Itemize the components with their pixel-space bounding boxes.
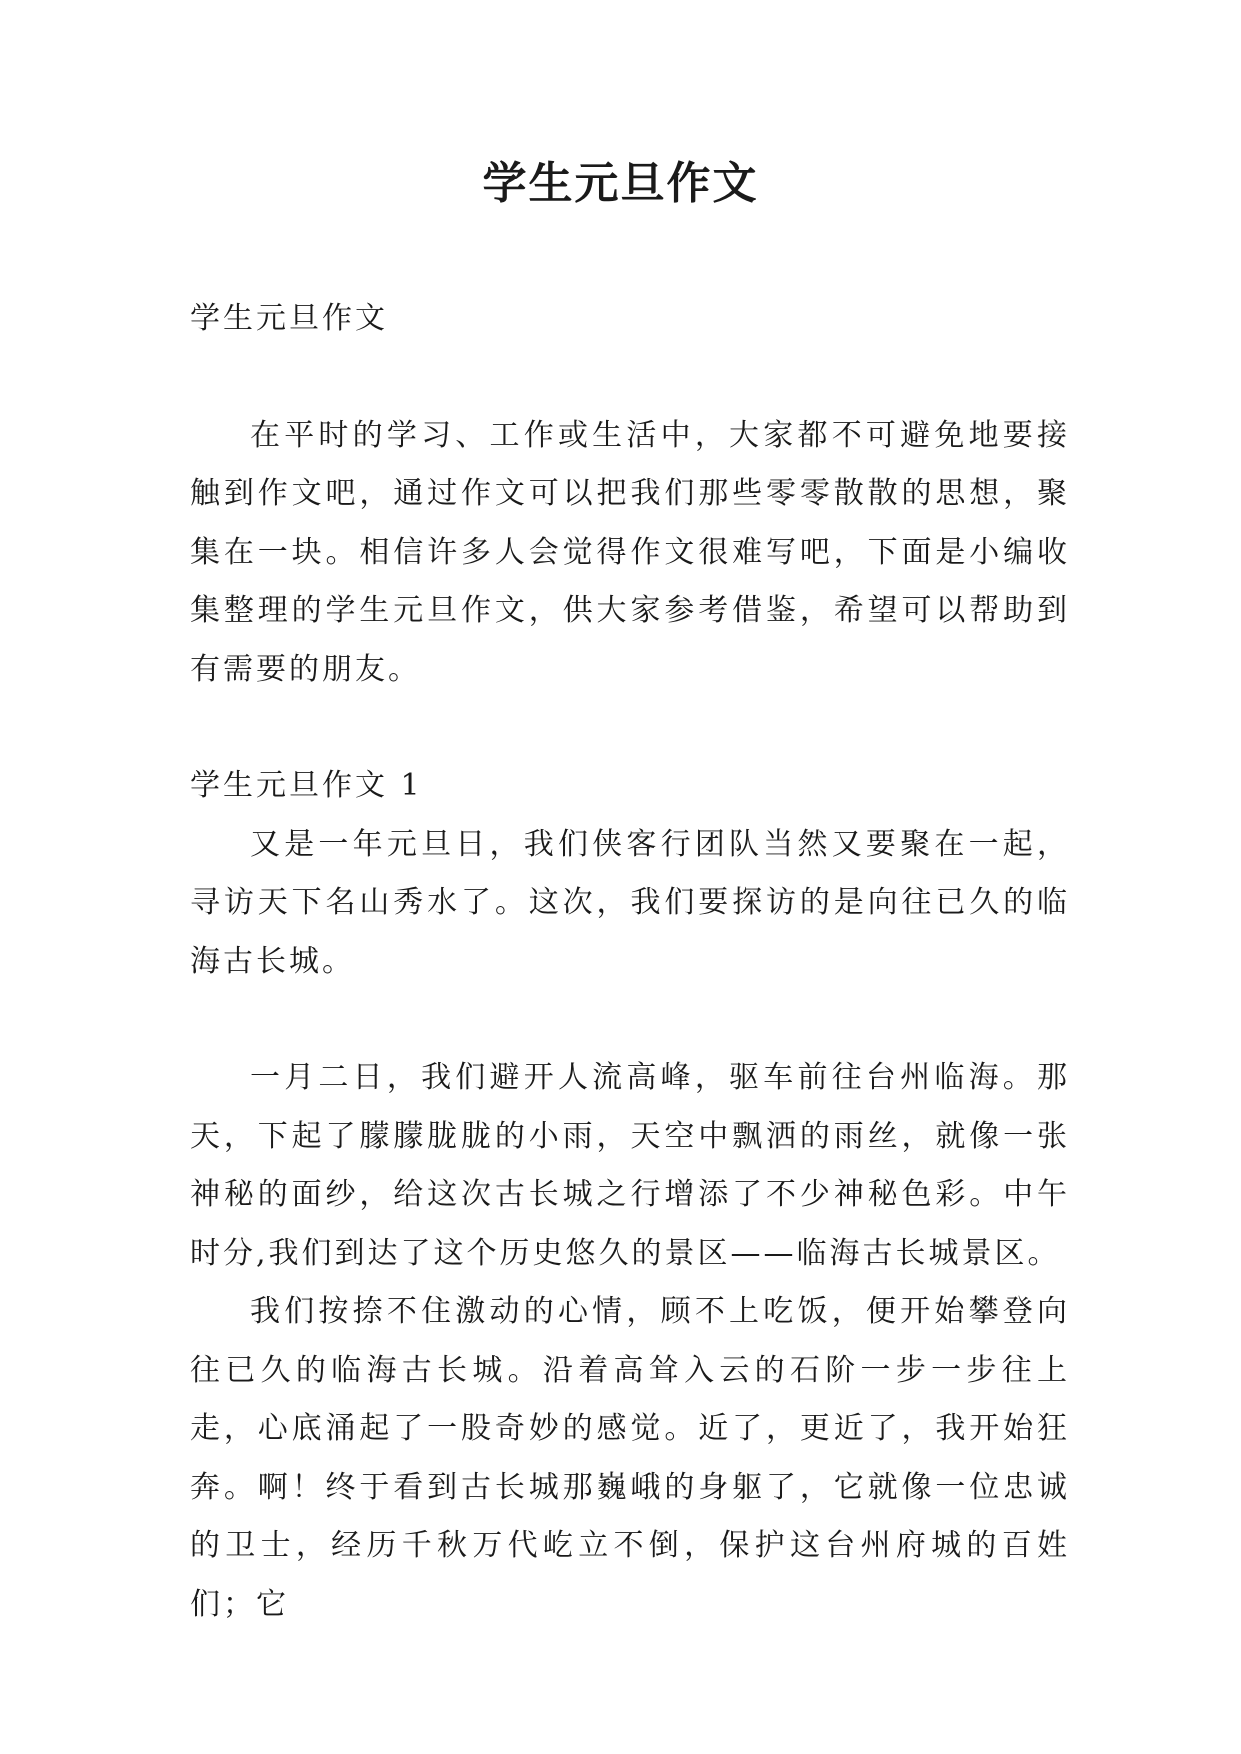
paragraph-3: 我们按捺不住激动的心情，顾不上吃饭，便开始攀登向往已久的临海古长城。沿着高耸入云的石阶一步一步往上走，心底涌起了一股奇妙的感觉。近了，更近了，我开始狂奔。啊！终于看到古长城那巍峨的身躯了，它就像一位忠诚的卫士，经历千秋万代屹立不倒，保护这台州府城的百姓们；它 bbox=[190, 1294, 1070, 1622]
intro-paragraph: 在平时的学习、工作或生活中，大家都不可避免地要接触到作文吧，通过作文可以把我们那些零零散散的思想，聚集在一块。相信许多人会觉得作文很难写吧，下面是小编收集整理的学生元旦作文，供大家参考借鉴，希望可以帮助到有需要的朋友。 bbox=[190, 417, 1070, 687]
document-body bbox=[190, 290, 1070, 1634]
document-subtitle: 学生元旦作文 bbox=[190, 301, 388, 336]
document-title: 学生元旦作文 bbox=[482, 158, 759, 209]
paragraph-2: 一月二日，我们避开人流高峰，驱车前往台州临海。那天，下起了朦朦胧胧的小雨，天空中飘洒的雨丝，就像一张神秘的面纱，给这次古长城之行增添了不少神秘色彩。中午时分,我们到达了这个历史悠久的景区——临海古长城景区。 bbox=[190, 1060, 1070, 1271]
section-heading-1: 学生元旦作文 1 bbox=[190, 768, 423, 803]
paragraph-1: 又是一年元旦日，我们侠客行团队当然又要聚在一起，寻访天下名山秀水了。这次，我们要探访的是向往已久的临海古长城。 bbox=[190, 826, 1070, 979]
